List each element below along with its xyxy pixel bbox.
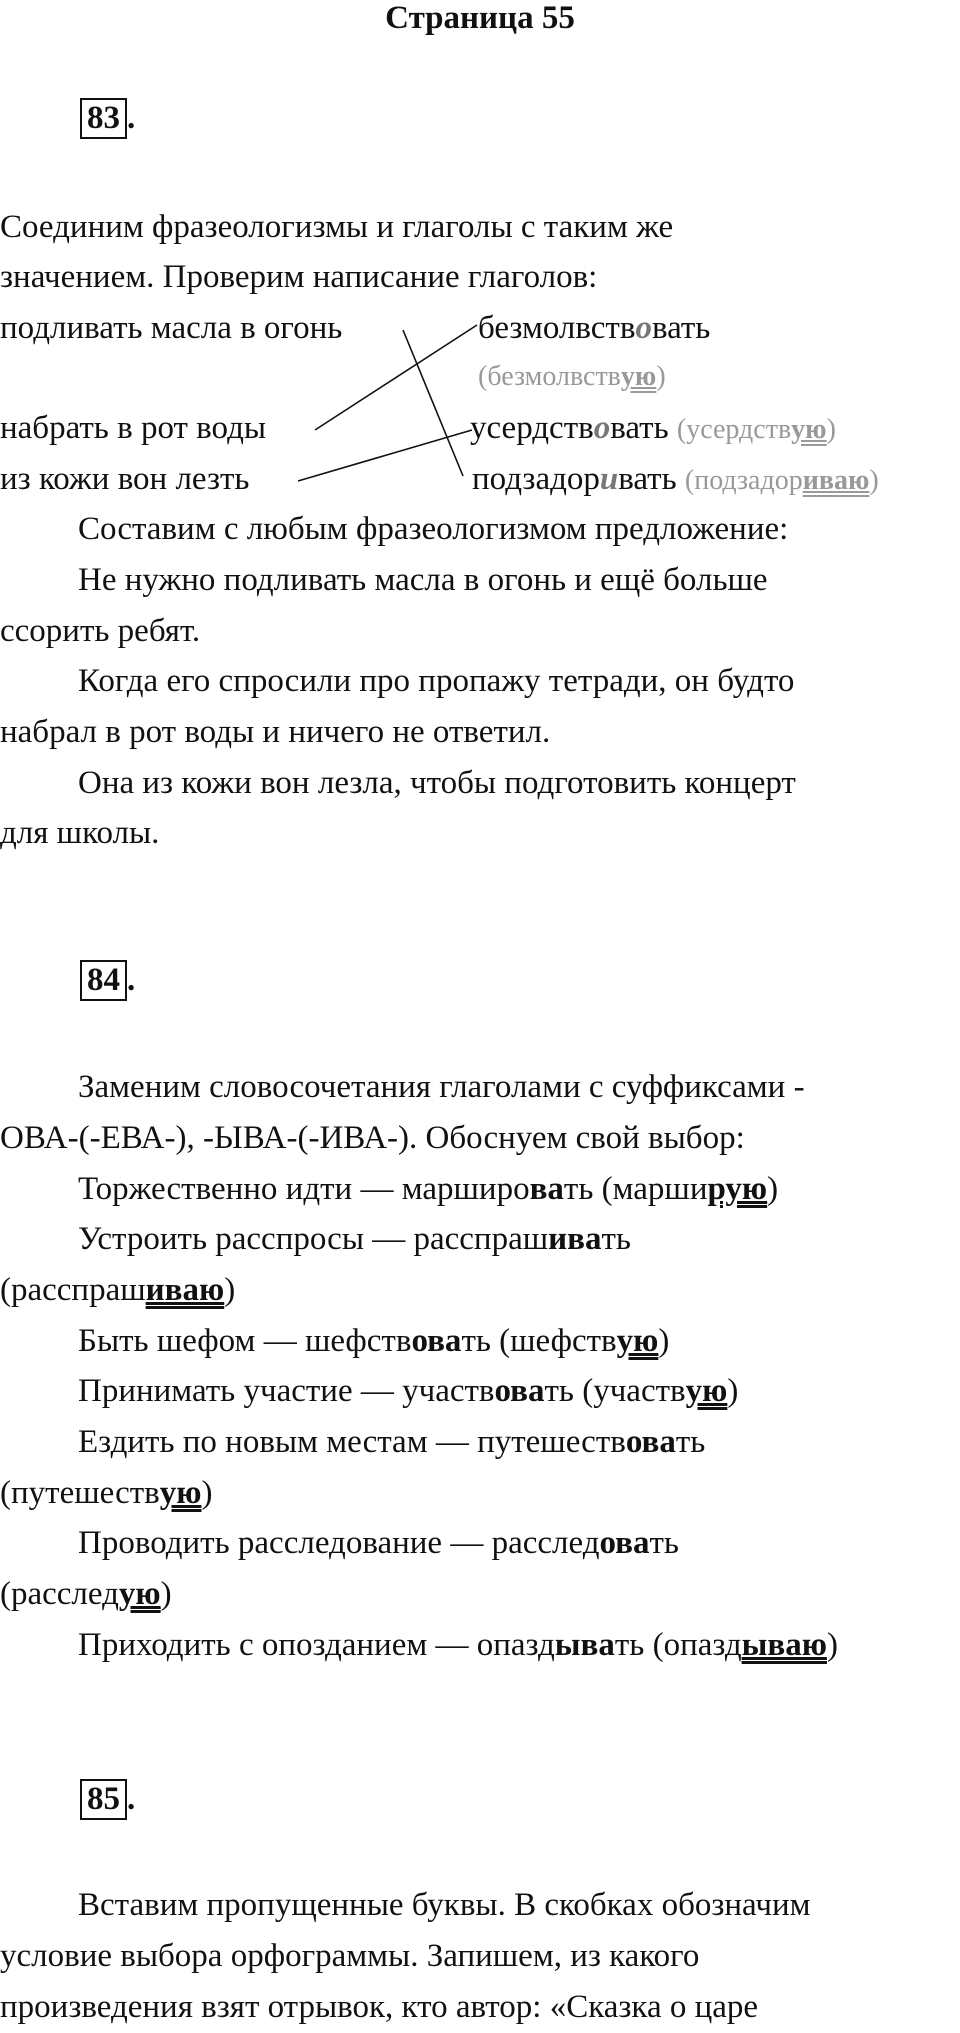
t84-item-1: Торжественно идти — маршировать (марширую) [78,1171,779,1207]
t84-item-7: Приходить с опозданием — опаздывать (опаздываю) [78,1627,838,1663]
left-phrase-3: из кожи вон лезть [0,461,250,497]
match-line-1 [403,330,463,476]
sentence-3b: для школы. [0,815,160,851]
right-verb-1-check: (безмолвствую) [478,361,666,392]
t85-line-1: Вставим пропущенные буквы. В скобках обозначим [78,1887,811,1923]
t84-item-2: Устроить расспросы — расспрашивать [78,1221,631,1257]
t84-item-4: Принимать участие — участвовать (участвую) [78,1373,739,1409]
t84-item-5-check: (путешествую) [0,1475,213,1511]
t84-item-5: Ездить по новым местам — путешествовать [78,1424,706,1460]
task-84-number: 84 . [80,960,135,1001]
t83-intro-line-2: значением. Проверим написание глаголов: [0,259,598,295]
match-line-3 [298,430,472,481]
sentence-1b: ссорить ребят. [0,613,201,649]
t84-item-2-check: (расспрашиваю) [0,1272,236,1308]
t84-item-6-check: (расследую) [0,1576,172,1612]
sentence-2a: Когда его спросили про пропажу тетради, он будто [78,663,795,699]
sentence-3a: Она из кожи вон лезла, чтобы подготовить концерт [78,765,796,801]
t84-item-3: Быть шефом — шефствовать (шефствую) [78,1323,670,1359]
left-phrase-1: подливать масла в огонь [0,310,343,346]
task-83-number: 83 . [80,98,135,139]
t83-task-2: Составим с любым фразеологизмом предложение: [78,511,789,547]
right-verb-3: подзадоривать (подзадориваю) [472,461,879,497]
t83-intro-line-1: Соединим фразеологизмы и глаголы с таким же [0,209,674,245]
t85-line-3: произведения взят отрывок, кто автор: «Сказка о царе [0,1989,759,2025]
right-verb-2: усердствовать (усердствую) [470,410,836,446]
t84-intro-line-1: Заменим словосочетания глаголами с суффиксами - [78,1069,805,1105]
t84-item-6: Проводить расследование — расследовать [78,1525,679,1561]
matching-lines [0,0,960,520]
task-85-number: 85 . [80,1779,135,1820]
sentence-2b: набрал в рот воды и ничего не ответил. [0,714,551,750]
page-title: Страница 55 [385,0,575,36]
match-line-2 [315,325,477,430]
t85-line-2: условие выбора орфограммы. Запишем, из какого [0,1938,700,1974]
right-verb-1: безмолвствовать [478,310,711,346]
t84-intro-line-2: ОВА-(-ЕВА-), -ЫВА-(-ИВА-). Обоснуем свой выбор: [0,1120,745,1156]
left-phrase-2: набрать в рот воды [0,410,267,446]
sentence-1a: Не нужно подливать масла в огонь и ещё больше [78,562,768,598]
